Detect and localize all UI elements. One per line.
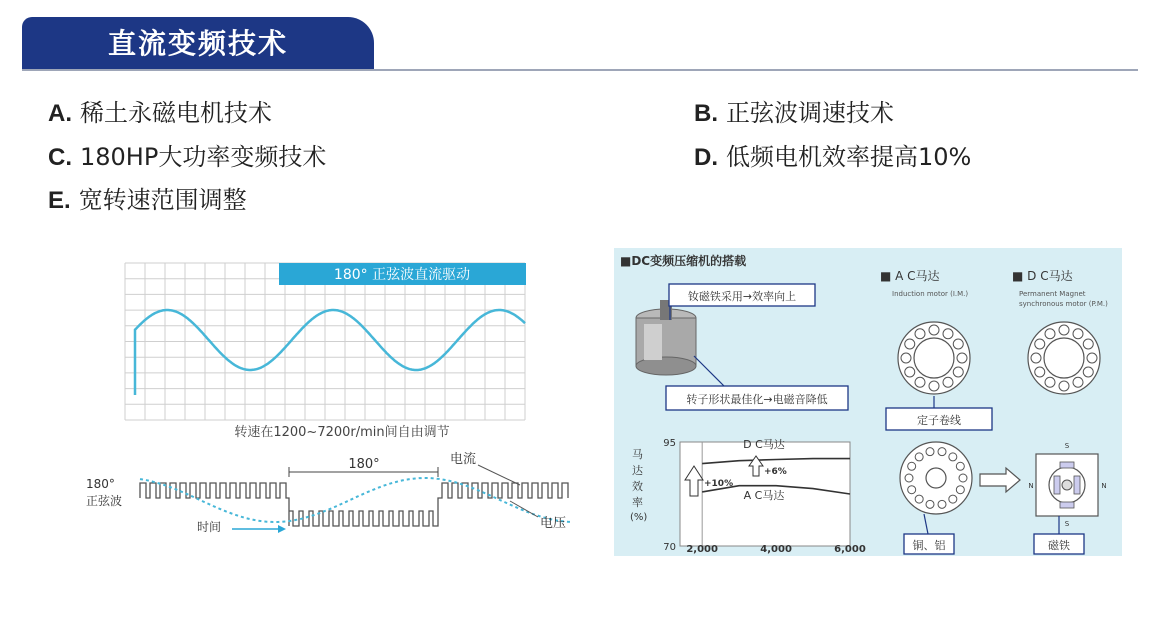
option-key: D. [694, 144, 718, 171]
stator-label: 定子卷线 [917, 414, 961, 427]
dc-compressor-figure [614, 248, 1122, 556]
copper-pointer [924, 514, 928, 534]
stator-slot [1035, 339, 1045, 349]
sine-drive-figure [80, 255, 580, 555]
stator-slot [905, 339, 915, 349]
stator-slot [915, 329, 925, 339]
rotor-bar [908, 486, 916, 494]
stator-slot [953, 367, 963, 377]
magnet-label: 磁铁 [1048, 539, 1070, 552]
material-note: 钕磁铁采用→效率向上 [687, 290, 797, 303]
rotor-bar [959, 474, 967, 482]
chart-ylabel-5: (%) [630, 512, 648, 523]
ac-rotor [900, 442, 972, 514]
option-key: E. [48, 187, 71, 214]
rotor-bar [956, 462, 964, 470]
ac-stator-ring [898, 322, 970, 394]
sine-label-line1: 180° [86, 477, 115, 491]
page-title: 直流变频技术 [107, 27, 288, 60]
x-tick-label: 6,000 [834, 544, 866, 555]
stator-slot [929, 381, 939, 391]
dc-motor-subtitle-1: Permanent Magnet [1019, 290, 1086, 298]
dc-motor-subtitle-2: synchronous motor (P.M.) [1019, 300, 1108, 308]
stator-slot [929, 325, 939, 335]
stator-slot [1035, 367, 1045, 377]
stator-inner [914, 338, 954, 378]
stator-slot [1073, 377, 1083, 387]
dc-compressor-svg [614, 248, 1122, 556]
time-arrow-head [278, 525, 286, 533]
option-key: B. [694, 100, 718, 127]
pole-label-top: S [1064, 442, 1070, 450]
stator-slot [1045, 377, 1055, 387]
option-key: A. [48, 100, 72, 127]
stator-slot [1073, 329, 1083, 339]
rotor-bar [949, 495, 957, 503]
gain-label-dc: +6% [764, 467, 787, 477]
stator-slot [943, 329, 953, 339]
stator-slot [957, 353, 967, 363]
chart-ylabel-4: 率 [632, 496, 643, 509]
figure-title: ■DC变频压缩机的搭载 [620, 254, 747, 268]
rotor-bar [915, 453, 923, 461]
rotor-pointer [694, 356, 724, 386]
option-b [694, 93, 894, 128]
option-a [48, 93, 272, 128]
rotor-bar [949, 453, 957, 461]
series-label-ac: A C马达 [743, 489, 785, 502]
sine-curve [135, 310, 525, 395]
stator-slot [1031, 353, 1041, 363]
pole-label-right: N [1101, 482, 1107, 490]
sine-label-line2: 正弦波 [86, 494, 123, 508]
voltage-pointer [510, 501, 538, 517]
option-e [48, 180, 247, 215]
grid [125, 263, 525, 420]
rotor-bar [926, 448, 934, 456]
rotor-bar [956, 486, 964, 494]
chart-ylabel-2: 达 [632, 464, 643, 477]
stator-slot [943, 377, 953, 387]
option-c [48, 137, 326, 172]
header-tab [22, 17, 374, 70]
option-text: 稀土永磁电机技术 [80, 99, 272, 127]
option-text: 180HP大功率变频技术 [80, 143, 327, 171]
stator-slot [953, 339, 963, 349]
copper-label: 铜、铝 [912, 539, 946, 552]
angle-label: 180° [348, 457, 380, 472]
stator-slot [1083, 339, 1093, 349]
dc-motor-title: ■ D C马达 [1012, 269, 1073, 283]
y-tick-label: 70 [663, 542, 676, 553]
stator-slot [1059, 325, 1069, 335]
header-divider [22, 69, 1138, 71]
dc-rotor [1028, 442, 1106, 528]
ac-motor-subtitle: Induction motor (I.M.) [892, 290, 969, 298]
compressor-drawing [636, 300, 696, 375]
rotor-bar [938, 500, 946, 508]
rotor-bar [926, 500, 934, 508]
option-key: C. [48, 144, 72, 171]
stator-inner [1044, 338, 1084, 378]
stator-slot [915, 377, 925, 387]
current-label: 电流 [450, 452, 477, 467]
current-pointer [478, 465, 520, 485]
rotor-note: 转子形状最佳化→电磁音降低 [686, 393, 828, 406]
stator-slot [1083, 367, 1093, 377]
sine-drive-svg [80, 255, 580, 555]
stator-slot [1045, 329, 1055, 339]
stator-slot [1059, 381, 1069, 391]
chart-ylabel-3: 效 [632, 480, 643, 493]
gain-label-ac: +10% [704, 479, 734, 489]
ac-motor-title: ■ A C马达 [880, 269, 940, 283]
time-label: 时间 [197, 520, 222, 534]
voltage-label: 电压 [540, 516, 567, 531]
option-text: 正弦波调速技术 [726, 99, 894, 127]
dotted-sine [140, 478, 570, 522]
stator-slot [901, 353, 911, 363]
series-label-dc: D C马达 [743, 438, 785, 451]
option-text: 低频电机效率提高10% [726, 143, 972, 171]
banner-text: 180° 正弦波直流驱动 [333, 267, 471, 283]
conversion-arrow [980, 468, 1020, 492]
chart-ylabel-1: 马 [632, 448, 643, 461]
option-d [694, 137, 971, 172]
pole-label-left: N [1028, 482, 1034, 490]
x-tick-label: 2,000 [686, 544, 718, 555]
rotor-bar [908, 462, 916, 470]
rotor-bar [938, 448, 946, 456]
y-tick-label: 95 [663, 438, 676, 449]
rotor-bar [905, 474, 913, 482]
speed-caption: 转速在1200~7200r/min间自由调节 [234, 425, 450, 440]
stator-slot [1087, 353, 1097, 363]
option-text: 宽转速范围调整 [78, 186, 247, 214]
rotor-shaft [926, 468, 946, 488]
rotor-bar [915, 495, 923, 503]
stator-slot [905, 367, 915, 377]
x-tick-label: 4,000 [760, 544, 792, 555]
pole-label-bottom: S [1064, 520, 1070, 528]
dc-stator-ring [1028, 322, 1100, 394]
